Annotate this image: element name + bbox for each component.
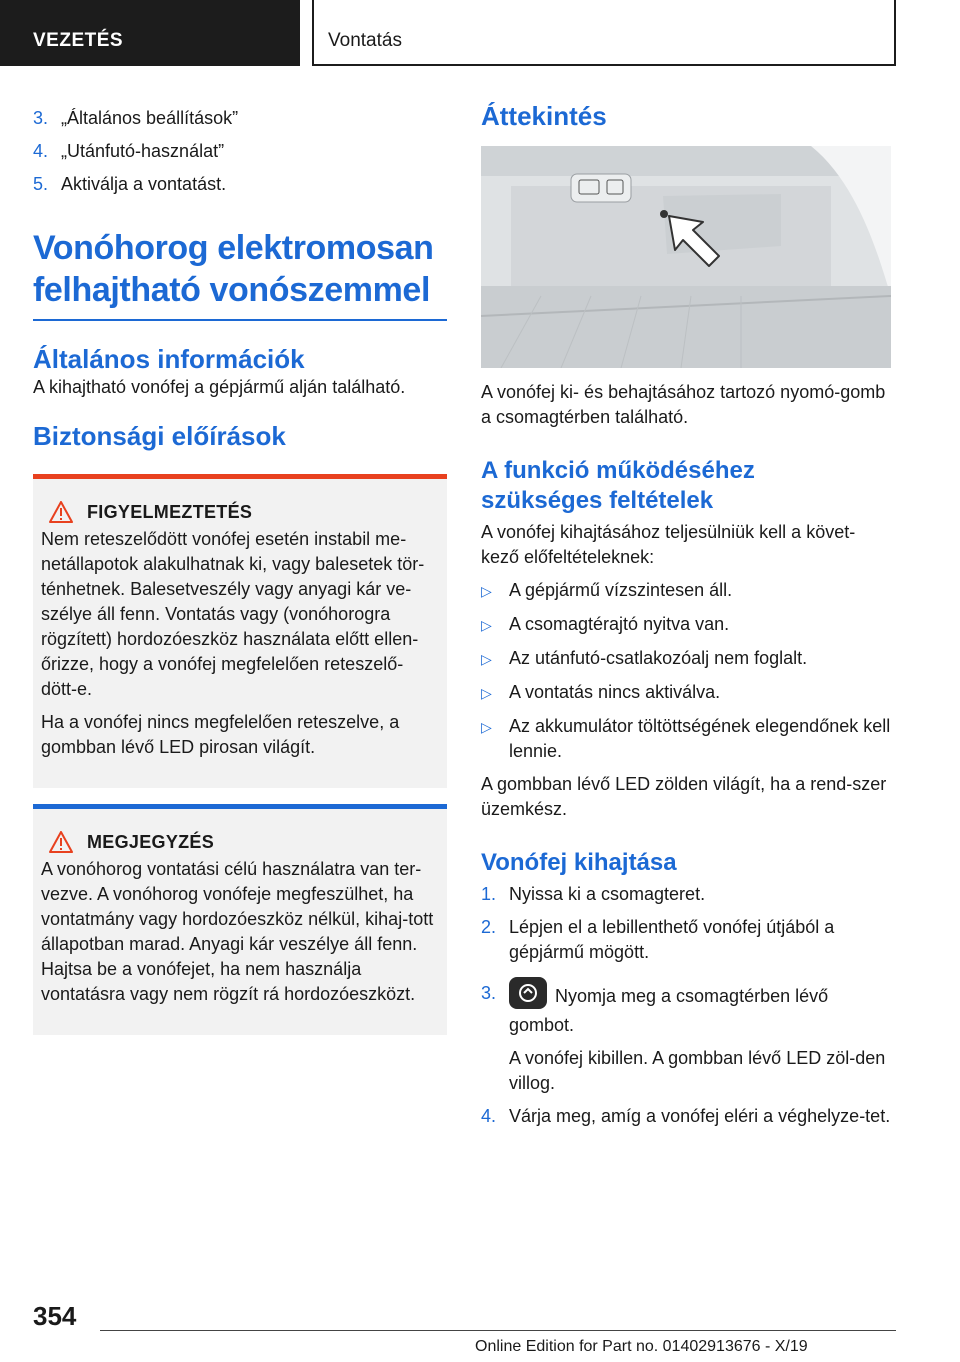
- general-info-heading: Általános információk: [33, 344, 305, 374]
- trunk-photo: [481, 146, 891, 368]
- list-item: ▷ Az utánfutó-csatlakozóalj nem foglalt.: [481, 646, 891, 672]
- list-item: 4. Várja meg, amíg a vonófej eléri a véghelyze-tet.: [481, 1106, 891, 1126]
- unfold-heading: Vonófej kihajtása: [481, 849, 677, 876]
- warning-text: Nem reteszelődött vonófej esetén instabil me-netállapotok alakulhatnak ki, vagy balesetek tör-ténhetnek. Balesetveszély vagy anyagi kár ve-szélye áll fenn. Vontatás vagy (vonóhorogra rögzített) hordozóeszköz használata előtt ellen-őrizze, hogy a vonófej megfelelően reteszelő-dött-e.: [41, 529, 425, 699]
- chapter-tab: Vontatás: [312, 0, 896, 66]
- overview-heading: Áttekintés: [481, 101, 607, 131]
- edition-text: Online Edition for Part no. 01402913676 - X/19: [475, 1338, 808, 1355]
- requirements-heading: A funkció működéséhez szükséges feltételek: [481, 457, 755, 514]
- page-header: [0, 0, 960, 66]
- requirements-intro: A vonófej kihajtásához teljesülniük kell a követ-kező előfeltételeknek:: [481, 522, 856, 567]
- warning-title: FIGYELMEZTETÉS: [87, 501, 253, 522]
- title-divider: [33, 319, 447, 321]
- triangle-bullet-icon: ▷: [481, 685, 492, 701]
- note-title: MEGJEGYZÉS: [87, 831, 215, 852]
- warning-text: Ha a vonófej nincs megfelelően reteszelve, a gombban lévő LED pirosan világít.: [41, 712, 400, 757]
- list-item: ▷ A gépjármű vízszintesen áll.: [481, 578, 891, 604]
- trunk-illustration: [481, 146, 891, 368]
- right-column: [481, 100, 891, 1137]
- list-item: 2. Lépjen el a lebillenthető vonófej útjából a gépjármű mögött.: [481, 917, 835, 962]
- footer-divider: [100, 1330, 896, 1331]
- list-item: 1. Nyissa ki a csomagteret.: [481, 884, 706, 904]
- list-item: ▷ Az akkumulátor töltöttségének elegendőnek kell lennie.: [481, 714, 891, 764]
- requirements-list: [481, 578, 891, 764]
- triangle-bullet-icon: ▷: [481, 719, 492, 735]
- left-column: [33, 106, 447, 1035]
- top-steps-list: [33, 106, 447, 197]
- note-box: [33, 804, 447, 1035]
- list-item: 3. „Általános beállítások”: [33, 108, 239, 128]
- triangle-bullet-icon: ▷: [481, 617, 492, 633]
- section-tab: VEZETÉS: [0, 0, 300, 66]
- list-item: 4. „Utánfutó-használat”: [33, 141, 225, 161]
- general-info-text: A kihajtható vonófej a gépjármű alján található.: [33, 377, 406, 397]
- list-item: 5. Aktiválja a vontatást.: [33, 174, 227, 194]
- unfold-steps-list: [481, 882, 891, 1129]
- triangle-bullet-icon: ▷: [481, 583, 492, 599]
- led-ready-text: A gombban lévő LED zölden világít, ha a rend-szer üzemkész.: [481, 774, 887, 819]
- page-number: 354: [33, 1301, 77, 1331]
- note-text: A vonóhorog vontatási célú használatra van ter-vezve. A vonóhorog vonófeje megfeszülhet, ha vontatmány vagy hordozóeszköz nélkül, kihaj-tott állapotban marad. Anyagi kár veszélye áll fenn. Hajtsa be a vonófejet, ha nem használja vontatásra vagy nem rögzít rá hordozóeszközt.: [41, 859, 434, 1004]
- safety-heading: Biztonsági előírások: [33, 421, 286, 451]
- list-item: ▷ A csomagtérajtó nyitva van.: [481, 612, 891, 638]
- warning-triangle-icon: [49, 831, 73, 853]
- warning-triangle-icon: [49, 501, 73, 523]
- photo-caption: A vonófej ki- és behajtásához tartozó nyomó-gomb a csomagtérben található.: [481, 382, 886, 427]
- main-title: Vonóhorog elektromosan felhajtható vonószemmel: [33, 229, 434, 309]
- list-item: 3. Nyomja meg a csomagtérben lévő gombot. A vonófej kibillen. A gombban lévő LED zöl-den villog.: [481, 981, 891, 1096]
- tow-hitch-button-icon: [509, 977, 547, 1009]
- warning-box: [33, 474, 447, 788]
- list-item: ▷ A vontatás nincs aktiválva.: [481, 680, 891, 706]
- triangle-bullet-icon: ▷: [481, 651, 492, 667]
